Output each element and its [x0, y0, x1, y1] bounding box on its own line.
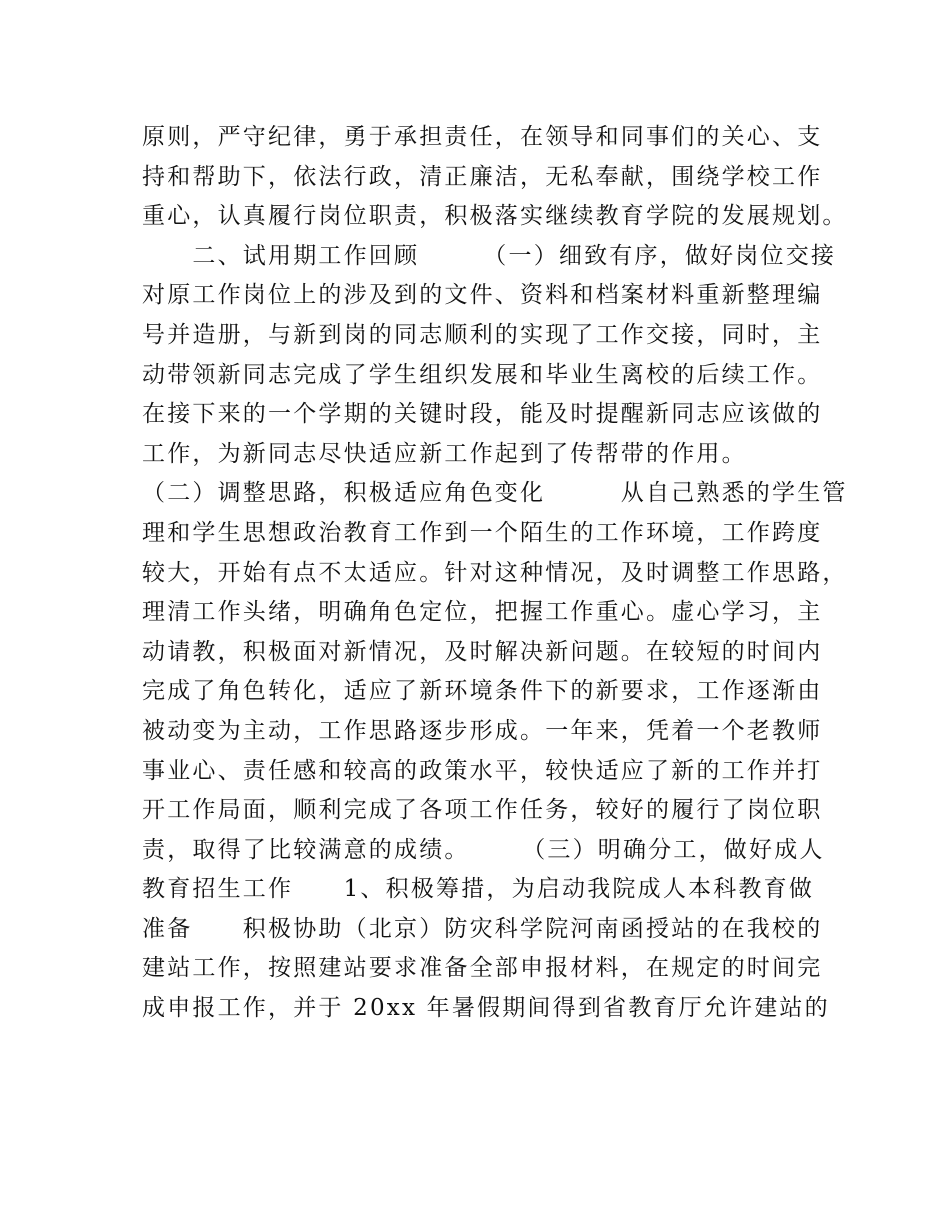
text-line: 事业心、责任感和较高的政策水平，较快适应了新的工作并打 [142, 757, 823, 784]
text-line: 对原工作岗位上的涉及到的文件、资料和档案材料重新整理编 [142, 282, 823, 309]
text-line: 责，取得了比较满意的成绩。 （三）明确分工，做好成人 [142, 836, 825, 863]
text-line: 持和帮助下，依法行政，清正廉洁，无私奉献，围绕学校工作 [142, 163, 823, 190]
text-line: 在接下来的一个学期的关键时段，能及时提醒新同志应该做的 [142, 401, 823, 428]
text-line: 二、试用期工作回顾 （一）细致有序，做好岗位交接 [142, 242, 837, 269]
text-line: （二）调整思路，积极适应角色变化 从自己熟悉的学生管 [142, 480, 848, 507]
text-line: 开工作局面，顺利完成了各项工作任务，较好的履行了岗位职 [142, 797, 823, 824]
text-line: 重心，认真履行岗位职责，积极落实继续教育学院的发展规划。 [142, 203, 848, 230]
text-line: 动带领新同志完成了学生组织发展和毕业生离校的后续工作。 [142, 361, 823, 388]
text-line: 被动变为主动，工作思路逐步形成。一年来，凭着一个老教师 [142, 717, 823, 744]
text-line: 动请教，积极面对新情况，及时解决新问题。在较短的时间内 [142, 638, 823, 665]
document-body [142, 118, 848, 1029]
text-line: 成申报工作，并于 20xx 年暑假期间得到省教育厅允许建站的 [142, 995, 830, 1022]
text-line: 完成了角色转化，适应了新环境条件下的新要求，工作逐渐由 [142, 678, 823, 705]
text-line: 建站工作，按照建站要求准备全部申报材料，在规定的时间完 [142, 955, 823, 982]
text-line: 工作，为新同志尽快适应新工作起到了传帮带的作用。 [142, 440, 747, 467]
text-line: 理清工作头绪，明确角色定位，把握工作重心。虚心学习，主 [142, 599, 823, 626]
text-line: 准备 积极协助（北京）防灾科学院河南函授站的在我校的 [142, 915, 823, 942]
text-line: 号并造册，与新到岗的同志顺利的实现了工作交接，同时，主 [142, 321, 823, 348]
text-line: 原则，严守纪律，勇于承担责任，在领导和同事们的关心、支 [142, 124, 823, 150]
text-line: 理和学生思想政治教育工作到一个陌生的工作环境，工作跨度 [142, 519, 823, 546]
text-line: 较大，开始有点不太适应。针对这种情况，及时调整工作思路， [142, 559, 848, 586]
text-line: 教育招生工作 1、积极筹措，为启动我院成人本科教育做 [142, 876, 815, 903]
